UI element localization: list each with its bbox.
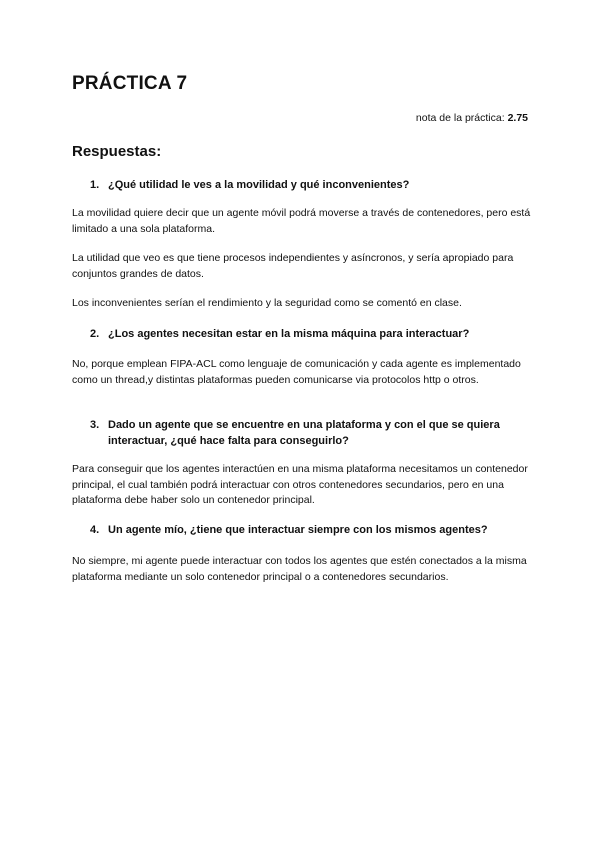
question-text: Un agente mío, ¿tiene que interactuar siempre con los mismos agentes? (108, 524, 488, 536)
section-title: Respuestas: (72, 143, 162, 160)
question-number: 3. (90, 419, 100, 431)
question-4 (90, 522, 530, 538)
answer-4-paragraph-1: No siempre, mi agente puede interactuar con todos los agentes que estén conectados a la misma plataforma mediante un solo contenedor principal o a contenedores secundarios. (72, 555, 527, 583)
answer-2-paragraph-1: No, porque emplean FIPA-ACL como lenguaje de comunicación y cada agente es implementado como un thread,y distintas plataformas pueden comunicarse via protocolos http o otros. (72, 358, 521, 386)
question-2 (90, 326, 530, 342)
grade-value: 2.75 (507, 112, 528, 124)
question-number: 2. (90, 328, 100, 340)
question-number: 4. (90, 524, 100, 536)
answer-3-paragraph-1: Para conseguir que los agentes interactúen en una misma plataforma necesitamos un contenedor principal, el cual también podrá interactuar con otros contenedores secundarios, pero en una plataforma debe haber solo un contenedor principal. (72, 463, 528, 506)
answer-1-paragraph-3: Los inconvenientes serían el rendimiento y la seguridad como se comentó en clase. (72, 297, 462, 309)
question-text: Dado un agente que se encuentre en una plataforma y con el que se quiera interactuar, ¿qué hace falta para conseguirlo? (108, 419, 500, 447)
question-3 (90, 417, 530, 449)
grade-label: nota de la práctica: (415, 112, 505, 124)
grade-line (416, 112, 528, 124)
question-1 (90, 177, 530, 193)
question-text: ¿Los agentes necesitan estar en la misma máquina para interactuar? (108, 328, 470, 340)
question-text: ¿Qué utilidad le ves a la movilidad y qué inconvenientes? (108, 179, 410, 191)
document-title: PRÁCTICA 7 (72, 73, 188, 94)
answer-1-paragraph-1: La movilidad quiere decir que un agente móvil podrá moverse a través de contenedores, pero está limitado a una sola plataforma. (72, 207, 531, 235)
question-number: 1. (90, 179, 100, 191)
answer-1-paragraph-2: La utilidad que veo es que tiene procesos independientes y asíncronos, y sería apropiado para conjuntos grandes de datos. (72, 252, 514, 280)
